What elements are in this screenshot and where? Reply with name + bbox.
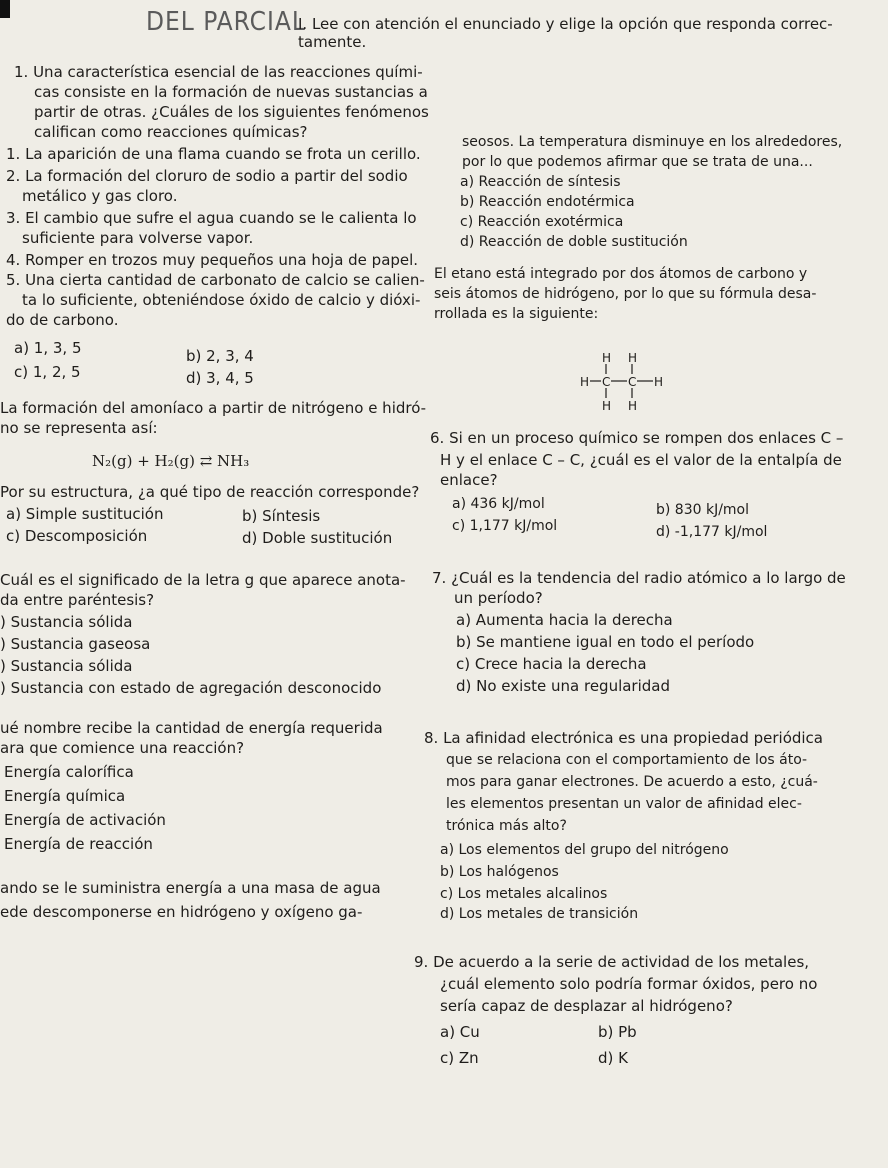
- ethane-atom-h6: H: [628, 399, 638, 412]
- q6-stem-line2: H y el enlace C – C, ¿cuál es el valor de la entalpía de: [440, 451, 842, 469]
- q2-option-d[interactable]: d) Doble sustitución: [242, 529, 393, 547]
- q6-option-c[interactable]: c) 1,177 kJ/mol: [452, 518, 558, 534]
- ammonia-equation: N₂(g) + H₂(g) ⇄ NH₃: [92, 452, 250, 470]
- q9-option-a[interactable]: a) Cu: [440, 1023, 480, 1041]
- q1-stem-line3: partir de otras. ¿Cuáles de los siguientes fenómenos: [34, 103, 429, 121]
- q8-stem-line5: trónica más alto?: [446, 818, 567, 834]
- q6-stem-line3: enlace?: [440, 471, 498, 489]
- ethane-atom-h2: H: [628, 351, 638, 365]
- q1-item3-line2: suficiente para volverse vapor.: [22, 229, 254, 247]
- q9-option-d[interactable]: d) K: [598, 1049, 628, 1067]
- q4-stem-line1: ué nombre recibe la cantidad de energía requerida: [0, 719, 383, 737]
- q1-item5-line1: 5. Una cierta cantidad de carbonato de calcio se calien-: [6, 271, 425, 289]
- ethane-atom-h3: H: [580, 375, 590, 389]
- ethane-atom-h1: H: [602, 351, 612, 365]
- q9-stem-line2: ¿cuál elemento solo podría formar óxidos, pero no: [440, 975, 818, 993]
- q1-option-a[interactable]: a) 1, 3, 5: [14, 339, 82, 357]
- q1-stem-line4: califican como reacciones químicas?: [34, 123, 308, 141]
- ethane-text-line3: rrollada es la siguiente:: [434, 306, 599, 322]
- ethane-atom-c2: C: [628, 375, 637, 389]
- q4-option-a[interactable]: Energía calorífica: [4, 763, 134, 781]
- q2-option-a[interactable]: a) Simple sustitución: [6, 505, 164, 523]
- q1-item1: 1. La aparición de una flama cuando se frota un cerillo.: [6, 145, 421, 163]
- ethane-text-line2: seis átomos de hidrógeno, por lo que su fórmula desa-: [434, 286, 817, 302]
- ethane-atom-h5: H: [602, 399, 612, 412]
- q1-stem-line2: cas consiste en la formación de nuevas sustancias a: [34, 83, 428, 101]
- q3-option-d[interactable]: ) Sustancia con estado de agregación desconocido: [0, 679, 382, 697]
- q1-item5-line2: ta lo suficiente, obteniéndose óxido de calcio y dióxi-: [22, 291, 421, 309]
- q9-option-c[interactable]: c) Zn: [440, 1049, 479, 1067]
- q7-option-b[interactable]: b) Se mantiene igual en todo el período: [456, 633, 755, 651]
- q6-option-a[interactable]: a) 436 kJ/mol: [452, 496, 545, 512]
- q1-option-c[interactable]: c) 1, 2, 5: [14, 363, 81, 381]
- q2-option-b[interactable]: b) Síntesis: [242, 507, 321, 525]
- q3-stem-line2: da entre paréntesis?: [0, 591, 155, 609]
- q3-option-b[interactable]: ) Sustancia gaseosa: [0, 635, 151, 653]
- qtop-option-d[interactable]: d) Reacción de doble sustitución: [460, 234, 688, 250]
- q8-option-d[interactable]: d) Los metales de transición: [440, 906, 639, 922]
- q1-item2-line2: metálico y gas cloro.: [22, 187, 178, 205]
- q3-option-a[interactable]: ) Sustancia sólida: [0, 613, 133, 631]
- q8-option-b[interactable]: b) Los halógenos: [440, 864, 559, 880]
- q3-option-c[interactable]: ) Sustancia sólida: [0, 657, 133, 675]
- q5-stem-line1: ando se le suministra energía a una masa de agua: [0, 879, 381, 897]
- q9-stem-line1: 9. De acuerdo a la serie de actividad de los metales,: [414, 953, 810, 971]
- q1-item3-line1: 3. El cambio que sufre el agua cuando se le calienta lo: [6, 209, 417, 227]
- q9-option-b[interactable]: b) Pb: [598, 1023, 637, 1041]
- qtop-option-b[interactable]: b) Reacción endotérmica: [460, 194, 635, 210]
- ethane-atom-c1: C: [602, 375, 611, 389]
- qtop-option-c[interactable]: c) Reacción exotérmica: [460, 214, 624, 230]
- corner-black-mark: [0, 0, 10, 18]
- q7-stem-line1: 7. ¿Cuál es la tendencia del radio atómico a lo largo de: [432, 569, 846, 587]
- q1-item4: 4. Romper en trozos muy pequeños una hoja de papel.: [6, 251, 419, 269]
- qtop-stem-line1: seosos. La temperatura disminuye en los alrededores,: [462, 134, 843, 150]
- q7-option-a[interactable]: a) Aumenta hacia la derecha: [456, 611, 673, 629]
- q8-option-c[interactable]: c) Los metales alcalinos: [440, 886, 608, 902]
- page-header-title: DEL PARCIAL: [146, 7, 306, 37]
- q1-item2-line1: 2. La formación del cloruro de sodio a partir del sodio: [6, 167, 408, 185]
- q1-stem-line1: 1. Una característica esencial de las reacciones quími-: [14, 63, 423, 81]
- q1-option-d[interactable]: d) 3, 4, 5: [186, 369, 254, 387]
- q6-option-b[interactable]: b) 830 kJ/mol: [656, 502, 750, 518]
- q8-stem-line3: mos para ganar electrones. De acuerdo a esto, ¿cuá-: [446, 774, 818, 790]
- q8-stem-line1: 8. La afinidad electrónica es una propiedad periódica: [424, 729, 823, 747]
- q7-option-d[interactable]: d) No existe una regularidad: [456, 677, 671, 695]
- ethane-atom-h4: H: [654, 375, 664, 389]
- q8-stem-line2: que se relaciona con el comportamiento de los áto-: [446, 752, 808, 768]
- q8-option-a[interactable]: a) Los elementos del grupo del nitrógeno: [440, 842, 729, 858]
- q1-item5-line3: do de carbono.: [6, 311, 119, 329]
- q7-option-c[interactable]: c) Crece hacia la derecha: [456, 655, 647, 673]
- ethane-text-line1: El etano está integrado por dos átomos de carbono y: [434, 266, 808, 282]
- q2-option-c[interactable]: c) Descomposición: [6, 527, 148, 545]
- q2-stem-line3: Por su estructura, ¿a qué tipo de reacción corresponde?: [0, 483, 420, 501]
- qtop-stem-line2: por lo que podemos afirmar que se trata de una...: [462, 154, 813, 170]
- q5-stem-line2: ede descomponerse en hidrógeno y oxígeno ga-: [0, 903, 363, 921]
- section-instruction-line2: tamente.: [298, 33, 367, 51]
- q1-option-b[interactable]: b) 2, 3, 4: [186, 347, 254, 365]
- q4-option-c[interactable]: Energía de activación: [4, 811, 166, 829]
- q6-option-d[interactable]: d) -1,177 kJ/mol: [656, 524, 768, 540]
- q4-option-b[interactable]: Energía química: [4, 787, 126, 805]
- q4-option-d[interactable]: Energía de reacción: [4, 835, 153, 853]
- q9-stem-line3: sería capaz de desplazar al hidrógeno?: [440, 997, 733, 1015]
- ethane-structural-formula: [578, 350, 668, 412]
- q2-stem-line2: no se representa así:: [0, 419, 158, 437]
- section-instruction-line1: I. Lee con atención el enunciado y elige la opción que responda correc-: [298, 15, 833, 33]
- q2-stem-line1: La formación del amoníaco a partir de nitrógeno e hidró-: [0, 399, 427, 417]
- q7-stem-line2: un período?: [454, 589, 543, 607]
- q6-stem-line1: 6. Si en un proceso químico se rompen dos enlaces C –: [430, 429, 844, 447]
- q8-stem-line4: les elementos presentan un valor de afinidad elec-: [446, 796, 802, 812]
- q3-stem-line1: Cuál es el significado de la letra g que aparece anota-: [0, 571, 406, 589]
- qtop-option-a[interactable]: a) Reacción de síntesis: [460, 174, 621, 190]
- q4-stem-line2: ara que comience una reacción?: [0, 739, 245, 757]
